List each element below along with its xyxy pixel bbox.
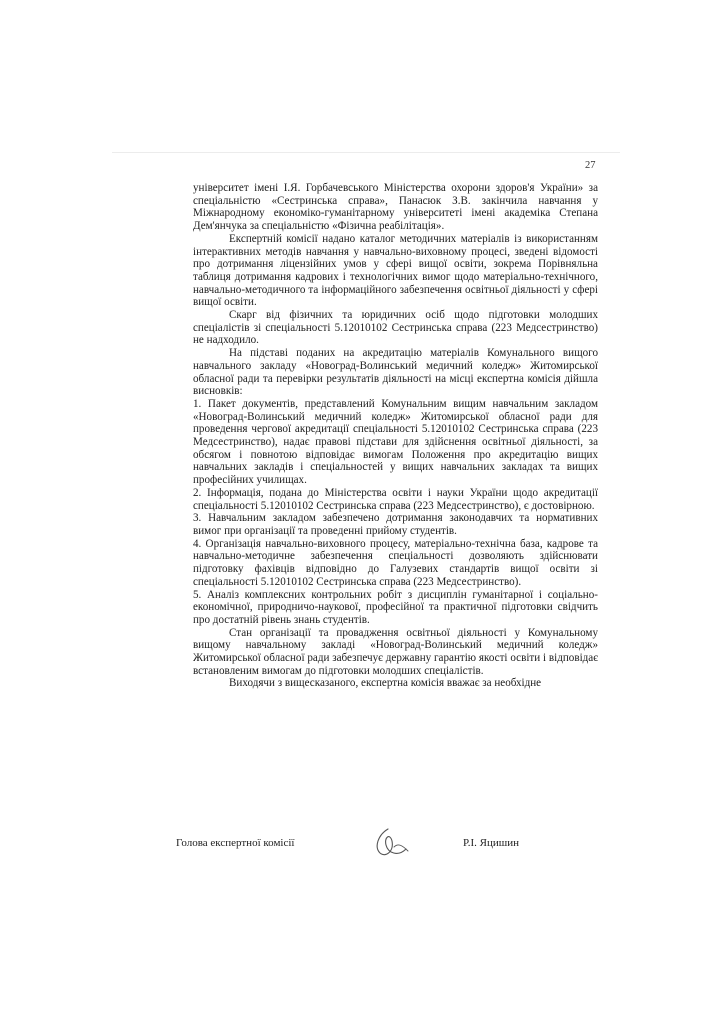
- conclusion-item-4: 4. Організація навчально-виховного процесу, матеріально-технічна база, кадрове та навчально-методичне забезпечення спеціальності дозволяють здійснювати підготовку фахівців відповідно до Галузевих стандартів вищої освіти зі спеціальності 5.12010102 Сестринська справа (223 Медсестринство).: [193, 537, 598, 588]
- commission-head-label: Голова експертної комісії: [176, 837, 295, 849]
- page-edge: [112, 152, 620, 153]
- conclusion-item-2: 2. Інформація, подана до Міністерства освіти і науки України щодо акредитації спеціальності 5.12010102 Сестринська справа (223 Медсестринство), є достовірною.: [193, 486, 598, 512]
- paragraph-methodical-materials: Експертній комісії надано каталог методичних матеріалів із використанням інтерактивних методів навчання у навчально-виховному процесі, зведені відомості про дотримання ліцензійних умов у сфері вищої освіти, зокрема Порівняльна таблиця дотримання кадрових і технологічних вимог щодо матеріально-технічного, навчально-методичного та інформаційного забезпечення освітньої діяльності у сфері вищої освіти.: [193, 232, 598, 309]
- paragraph-intro-continuation: університет імені І.Я. Горбачевського Міністерства охорони здоров'я України» за спеціальністю «Сестринська справа», Панасюк З.В. закінчила навчання у Міжнародному економіко-гуманітарному університеті імені академіка Степана Дем'янчука за спеціальністю «Фізична реабілітація».: [193, 182, 598, 233]
- paragraph-final-statement: Виходячи з вищесказаного, експертна комісія вважає за необхідне: [229, 677, 542, 690]
- document-body: [193, 182, 598, 690]
- page-number: 27: [585, 160, 596, 171]
- commission-head-name: Р.І. Яцишин: [463, 837, 520, 849]
- paragraph-state-of-organization: Стан організації та провадження освітньої діяльності у Комунальному вищому навчальному закладі «Новоград-Волинський медичний коледж» Житомирської обласної ради забезпечує державну гарантію якості освіти і відповідає встановленим вимогам до підготовки молодших спеціалістів.: [193, 626, 598, 677]
- signature-image: [368, 825, 416, 861]
- conclusion-item-1: 1. Пакет документів, представлений Комунальним вищим навчальним закладом «Новоград-Волинський медичний коледж» Житомирської обласної ради для проведення чергової акредитації спеціальності 5.12010102 Сестринська справа (223 Медсестринство), надає правові підстави для здійснення освітньої діяльності, за обсягом і повнотою відповідає вимогам Положення про акредитацію вищих навчальних закладів і спеціальностей у вищих навчальних закладах та вищих професійних училищах.: [193, 397, 598, 487]
- paragraph-complaints: Скарг від фізичних та юридичних осіб щодо підготовки молодших спеціалістів зі спеціальності 5.12010102 Сестринська справа (223 Медсестринство) не надходило.: [193, 309, 598, 347]
- conclusion-item-5: 5. Аналіз комплексних контрольних робіт з дисциплін гуманітарної і соціально-економічної, природничо-наукової, професійної та практичної підготовки свідчить про достатній рівень знань студентів.: [193, 588, 598, 626]
- conclusion-item-3: 3. Навчальним закладом забезпечено дотримання законодавчих та нормативних вимог при організації та проведенні прийому студентів.: [193, 512, 598, 537]
- paragraph-conclusions-intro: На підставі поданих на акредитацію матеріалів Комунального вищого навчального закладу «Новоград-Волинський медичний коледж» Житомирської обласної ради та перевірки результатів діяльності на місці експертна комісія дійшла висновків:: [193, 347, 598, 398]
